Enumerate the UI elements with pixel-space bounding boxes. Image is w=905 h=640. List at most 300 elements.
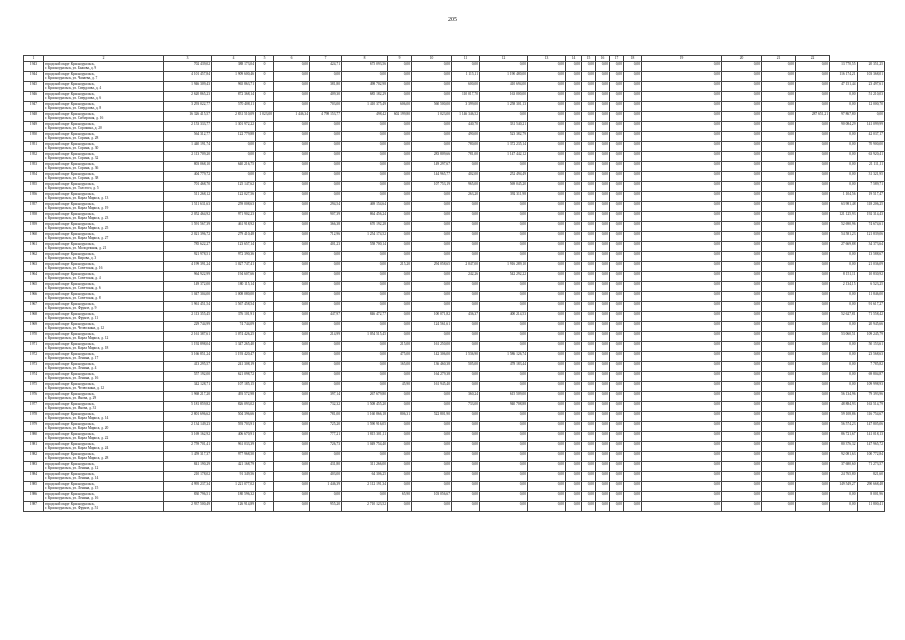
value-cell: 0,00 xyxy=(596,112,610,122)
value-cell: 542 292,22 xyxy=(480,272,528,282)
value-cell: 0,00 xyxy=(596,452,610,462)
value-cell: 0,00 xyxy=(388,472,412,482)
value-cell: 103 368,01 xyxy=(857,72,885,82)
value-cell: 279 410,48 xyxy=(212,232,256,242)
value-cell: 0,00 xyxy=(342,352,388,362)
address-cell xyxy=(44,152,164,162)
value-cell: 0,00 xyxy=(610,312,624,322)
value-cell: 0,00 xyxy=(274,172,310,182)
value-cell: 403,00 xyxy=(310,472,342,482)
column-number-header: 4 xyxy=(212,56,256,62)
value-cell: 0,00 xyxy=(388,312,412,322)
column-number-header: 11 xyxy=(452,56,480,62)
value-cell: 0,00 xyxy=(412,402,452,412)
value-cell: 0,00 xyxy=(582,352,596,362)
address-line-municipality: городской округ Красноуральск, xyxy=(45,422,95,426)
row-number: 1976 xyxy=(24,392,44,402)
value-cell: 0,00 xyxy=(452,472,480,482)
address-cell xyxy=(44,312,164,322)
value-cell: 0,00 xyxy=(830,92,858,102)
address-line-street: г. Красноуральск, ул. Сорина, д. 28 xyxy=(45,136,99,141)
value-cell: 0,00 xyxy=(274,392,310,402)
value-cell: 0,00 xyxy=(830,102,858,112)
column-number-header: 1 xyxy=(24,56,44,62)
table-row xyxy=(24,102,885,112)
row-number: 1949 xyxy=(24,122,44,132)
row-number: 1957 xyxy=(24,202,44,212)
value-cell: 0,00 xyxy=(528,132,566,142)
value-cell: 0,00 xyxy=(388,452,412,462)
address-line-street: г. Красноуральск, ул. Сорокина, д. 20 xyxy=(45,126,102,131)
column-number-header: 2 xyxy=(44,56,164,62)
value-cell: 685 182,29 xyxy=(342,92,388,102)
value-cell: 0,00 xyxy=(566,472,582,482)
value-cell: 0,00 xyxy=(274,222,310,232)
value-cell: 259 008,63 xyxy=(212,202,256,212)
value-cell: 0,00 xyxy=(566,412,582,422)
value-cell: 0,00 xyxy=(796,242,830,252)
table-row xyxy=(24,252,885,262)
value-cell: 0,00 xyxy=(796,372,830,382)
row-number: 1955 xyxy=(24,182,44,192)
value-cell: 0,00 xyxy=(610,472,624,482)
address-line-street: г. Красноуральск, ул. Советская, д. 6 xyxy=(45,286,101,291)
value-cell: 0,00 xyxy=(412,252,452,262)
value-cell: 0,00 xyxy=(342,452,388,462)
value-cell: 0,00 xyxy=(624,132,642,142)
value-cell: 0,00 xyxy=(342,272,388,282)
value-cell: 0,00 xyxy=(624,232,642,242)
table-row xyxy=(24,492,885,502)
value-cell: 2 153 333,77 xyxy=(164,122,212,132)
value-cell: 469 154,64 xyxy=(342,202,388,212)
value-cell: 864 456,24 xyxy=(342,212,388,222)
value-cell: 0,00 xyxy=(610,482,624,492)
value-cell: 34 373,64 xyxy=(857,242,885,252)
table-row xyxy=(24,282,885,292)
value-cell: 0,00 xyxy=(642,262,722,272)
value-cell: 0,00 xyxy=(566,322,582,332)
table-row xyxy=(24,402,885,412)
value-cell: 0,00 xyxy=(582,412,596,422)
value-cell: 0,00 xyxy=(762,362,796,372)
row-number: 1961 xyxy=(24,242,44,252)
value-cell: 0,00 xyxy=(274,452,310,462)
value-cell: 0,00 xyxy=(452,412,480,422)
value-cell: 0,00 xyxy=(596,462,610,472)
value-cell: 498,42 xyxy=(342,112,388,122)
table-row xyxy=(24,192,885,202)
value-cell: 0,00 xyxy=(610,432,624,442)
value-cell: 1 160 866,18 xyxy=(342,412,388,422)
value-cell: 0,00 xyxy=(857,112,885,122)
address-cell xyxy=(44,352,164,362)
value-cell: 0,00 xyxy=(596,382,610,392)
value-cell: 872 368,14 xyxy=(212,92,256,102)
value-cell: 0 xyxy=(256,182,274,192)
value-cell: 144 965,77 xyxy=(412,172,452,182)
value-cell: 147 805,06 xyxy=(857,422,885,432)
value-cell: 0,00 xyxy=(528,462,566,472)
address-line-municipality: городской округ Красноуральск, xyxy=(45,382,95,386)
address-line-municipality: городской округ Красноуральск, xyxy=(45,152,95,156)
value-cell: 0,00 xyxy=(762,152,796,162)
value-cell: 785 622,27 xyxy=(164,242,212,252)
value-cell: 0,00 xyxy=(762,442,796,452)
value-cell: 0,00 xyxy=(566,382,582,392)
address-line-municipality: городской округ Красноуральск, xyxy=(45,452,95,456)
value-cell: 3 293 022,77 xyxy=(164,102,212,112)
address-line-street: г. Красноуральск, ул. Советская, д. 4 xyxy=(45,276,101,281)
value-cell: 0,00 xyxy=(624,392,642,402)
value-cell: 109 998,93 xyxy=(857,382,885,392)
value-cell: 0,00 xyxy=(528,392,566,402)
value-cell: 0,00 xyxy=(274,152,310,162)
value-cell: 0,00 xyxy=(796,302,830,312)
value-cell: 0,00 xyxy=(528,382,566,392)
value-cell: 511 268,12 xyxy=(164,192,212,202)
row-number: 1947 xyxy=(24,102,44,112)
value-cell: 0,00 xyxy=(642,472,722,482)
address-line-street: г. Красноуральск, ул. Янова, д. 29 xyxy=(45,396,97,401)
value-cell: 0,00 xyxy=(582,72,596,82)
value-cell: 0,00 xyxy=(596,502,610,512)
value-cell: 0 xyxy=(256,202,274,212)
value-cell: 1 909 600,46 xyxy=(212,72,256,82)
value-cell: 0,00 xyxy=(596,272,610,282)
value-cell: 3 166 851,24 xyxy=(164,352,212,362)
row-number: 1958 xyxy=(24,212,44,222)
value-cell: 0,00 xyxy=(830,142,858,152)
value-cell: 0,00 xyxy=(642,462,722,472)
value-cell: 0 xyxy=(256,272,274,282)
value-cell: 0,00 xyxy=(830,502,858,512)
value-cell: 0,00 xyxy=(762,242,796,252)
value-cell: 0,00 xyxy=(582,502,596,512)
value-cell: 23 568,63 xyxy=(857,352,885,362)
value-cell: 0,00 xyxy=(624,422,642,432)
value-cell: 392 311,98 xyxy=(480,192,528,202)
address-line-street: г. Красноуральск, ул. Советская, д. 16 xyxy=(45,266,103,271)
address-line-street: г. Красноуральск, ул. Сорина, д. 38 xyxy=(45,176,99,181)
value-cell: 0,00 xyxy=(642,192,722,202)
value-cell: 413 295,57 xyxy=(164,362,212,372)
value-cell: 92 081,63 xyxy=(830,452,858,462)
value-cell: 0,00 xyxy=(480,432,528,442)
value-cell: 0,00 xyxy=(388,192,412,202)
value-cell: 8 001,96 xyxy=(857,492,885,502)
value-cell: 0,00 xyxy=(596,392,610,402)
value-cell: 0,00 xyxy=(830,372,858,382)
value-cell: 0,00 xyxy=(796,142,830,152)
value-cell: 0,00 xyxy=(582,382,596,392)
value-cell: 0,00 xyxy=(596,312,610,322)
value-cell: 0,00 xyxy=(582,162,596,172)
value-cell: 0,00 xyxy=(624,322,642,332)
value-cell: 0,00 xyxy=(796,482,830,492)
value-cell: 1 074 426,25 xyxy=(212,332,256,342)
value-cell: 0,00 xyxy=(796,292,830,302)
value-cell: 0,00 xyxy=(480,482,528,492)
value-cell: 0,00 xyxy=(528,122,566,132)
value-cell: 0,00 xyxy=(342,142,388,152)
value-cell: 0,00 xyxy=(596,352,610,362)
value-cell: 0,00 xyxy=(762,432,796,442)
value-cell: 0 xyxy=(256,452,274,462)
value-cell: 0,00 xyxy=(480,252,528,262)
address-cell xyxy=(44,92,164,102)
value-cell: 0,00 xyxy=(528,72,566,82)
table-row xyxy=(24,372,885,382)
row-number: 1953 xyxy=(24,162,44,172)
row-number: 1960 xyxy=(24,232,44,242)
value-cell: 0,00 xyxy=(582,252,596,262)
value-cell: 0,00 xyxy=(796,92,830,102)
value-cell: 0,00 xyxy=(642,292,722,302)
address-line-municipality: городской округ Красноуральск, xyxy=(45,462,95,466)
value-cell: 163 000,00 xyxy=(480,92,528,102)
value-cell: 381,80 xyxy=(310,82,342,92)
value-cell: 0,00 xyxy=(582,122,596,132)
value-cell: 0,00 xyxy=(796,102,830,112)
value-cell: 0,00 xyxy=(596,262,610,272)
address-cell xyxy=(44,282,164,292)
value-cell: 0,00 xyxy=(412,422,452,432)
value-cell: 431,80 xyxy=(310,462,342,472)
value-cell: 8 151,11 xyxy=(830,272,858,282)
value-cell: 0,00 xyxy=(388,182,412,192)
value-cell: 0,00 xyxy=(722,172,762,182)
table-row xyxy=(24,422,885,432)
value-cell: 0,00 xyxy=(342,302,388,312)
value-cell: 0,00 xyxy=(566,312,582,322)
value-cell: 0,00 xyxy=(610,322,624,332)
address-cell xyxy=(44,112,164,122)
value-cell: 0,00 xyxy=(412,212,452,222)
value-cell: 376 101,91 xyxy=(212,312,256,322)
value-cell: 0,00 xyxy=(342,292,388,302)
value-cell: 0 xyxy=(256,242,274,252)
address-cell xyxy=(44,62,164,72)
address-line-street: г. Красноуральск, ул. Карла Маркса, д. 12 xyxy=(45,336,109,341)
value-cell: 0,00 xyxy=(388,172,412,182)
value-cell: 0,00 xyxy=(624,362,642,372)
value-cell: 712,96 xyxy=(310,232,342,242)
value-cell: 0,00 xyxy=(566,272,582,282)
value-cell: 0,00 xyxy=(796,352,830,362)
value-cell: 907,39 xyxy=(310,212,342,222)
value-cell: 192 314,43 xyxy=(857,212,885,222)
value-cell: 0,00 xyxy=(762,172,796,182)
address-line-municipality: городской округ Красноуральск, xyxy=(45,402,95,406)
value-cell: 965 863,71 xyxy=(212,82,256,92)
value-cell: 0,00 xyxy=(480,62,528,72)
value-cell: 0,00 xyxy=(596,422,610,432)
value-cell: 964 922,99 xyxy=(164,272,212,282)
value-cell: 0,00 xyxy=(722,342,762,352)
value-cell: 0,00 xyxy=(642,232,722,242)
value-cell: 51 210,03 xyxy=(857,92,885,102)
value-cell: 0,00 xyxy=(762,352,796,362)
address-line-municipality: городской округ Красноуральск, xyxy=(45,362,95,366)
value-cell: 0,00 xyxy=(610,282,624,292)
value-cell: 0,00 xyxy=(796,472,830,482)
value-cell: 0,00 xyxy=(582,202,596,212)
value-cell: 0,00 xyxy=(480,112,528,122)
value-cell: 63 981,48 xyxy=(830,202,858,212)
value-cell: 0,00 xyxy=(452,462,480,472)
address-cell xyxy=(44,182,164,192)
value-cell: 2 112 191,34 xyxy=(342,482,388,492)
value-cell: 0,00 xyxy=(310,192,342,202)
value-cell: 0,00 xyxy=(610,182,624,192)
value-cell: 0,00 xyxy=(796,232,830,242)
value-cell: 1 372 235,14 xyxy=(480,142,528,152)
value-cell: 0,00 xyxy=(624,102,642,112)
value-cell: 0,00 xyxy=(566,292,582,302)
value-cell: 0,00 xyxy=(596,92,610,102)
column-number-header: 22 xyxy=(796,56,830,62)
value-cell: 0,00 xyxy=(310,342,342,352)
value-cell: 0,00 xyxy=(722,122,762,132)
address-line-street: г. Красноуральск, ул. Карла Маркса, д. 20 xyxy=(45,426,109,431)
value-cell: 0,00 xyxy=(722,252,762,262)
value-cell: 0,00 xyxy=(762,232,796,242)
value-cell: 0,00 xyxy=(566,282,582,292)
value-cell: 0,00 xyxy=(274,162,310,172)
value-cell: 0,00 xyxy=(528,212,566,222)
value-cell: 0,00 xyxy=(582,62,596,72)
value-cell: 4 995 237,34 xyxy=(164,482,212,492)
value-cell: 0 xyxy=(256,152,274,162)
value-cell: 0,00 xyxy=(722,182,762,192)
value-cell: 0,00 xyxy=(624,182,642,192)
value-cell: 0,00 xyxy=(582,232,596,242)
value-cell: 11 800,41 xyxy=(857,502,885,512)
value-cell: 0,00 xyxy=(566,492,582,502)
address-cell xyxy=(44,142,164,152)
value-cell: 0,00 xyxy=(528,342,566,352)
value-cell: 0,00 xyxy=(582,92,596,102)
value-cell: 410 694,00 xyxy=(480,82,528,92)
value-cell: 180 115,14 xyxy=(212,282,256,292)
value-cell: 0,00 xyxy=(212,172,256,182)
address-line-municipality: городской округ Красноуральск, xyxy=(45,212,95,216)
address-line-municipality: городской округ Красноуральск, xyxy=(45,252,95,256)
value-cell: 0,00 xyxy=(596,232,610,242)
row-number: 1968 xyxy=(24,312,44,322)
address-line-municipality: городской округ Красноуральск, xyxy=(45,112,95,116)
value-cell: 79 393,96 xyxy=(857,392,885,402)
value-cell: 830 796,51 xyxy=(164,492,212,502)
value-cell: 1 146 346,52 xyxy=(452,112,480,122)
value-cell: 461 918,92 xyxy=(212,222,256,232)
value-cell: 826 093,02 xyxy=(212,402,256,412)
value-cell: 0,00 xyxy=(722,372,762,382)
value-cell: 0,00 xyxy=(412,292,452,302)
value-cell: 0,00 xyxy=(274,462,310,472)
value-cell: 0,00 xyxy=(566,342,582,352)
value-cell: 0,00 xyxy=(610,352,624,362)
row-number: 1978 xyxy=(24,412,44,422)
value-cell: 0,00 xyxy=(412,82,452,92)
value-cell: 0,00 xyxy=(528,322,566,332)
value-cell: 397,14 xyxy=(310,392,342,402)
value-cell: 0,00 xyxy=(388,122,412,132)
value-cell: 0,00 xyxy=(624,192,642,202)
address-line-street: г. Красноуральск, ул. Ленина, д. 16 xyxy=(45,496,99,501)
value-cell: 0,00 xyxy=(624,312,642,322)
value-cell: 1 347 265,40 xyxy=(212,342,256,352)
value-cell: 2 759 701,41 xyxy=(164,442,212,452)
value-cell: 0 xyxy=(256,92,274,102)
value-cell: 0,00 xyxy=(762,412,796,422)
value-cell: 0,00 xyxy=(388,232,412,242)
value-cell: 0,00 xyxy=(388,442,412,452)
value-cell: 0,00 xyxy=(624,82,642,92)
address-cell xyxy=(44,422,164,432)
value-cell: 0,00 xyxy=(596,122,610,132)
value-cell: 0,00 xyxy=(796,402,830,412)
value-cell: 45,90 xyxy=(388,382,412,392)
value-cell: 0,00 xyxy=(310,492,342,502)
value-cell: 366,38 xyxy=(310,222,342,232)
value-cell: 0,00 xyxy=(388,222,412,232)
value-cell: 125 147,62 xyxy=(212,182,256,192)
value-cell: 0,00 xyxy=(528,422,566,432)
table-row xyxy=(24,412,885,422)
value-cell: 0,00 xyxy=(642,392,722,402)
value-cell: 0,00 xyxy=(310,322,342,332)
value-cell: 0,00 xyxy=(274,472,310,482)
value-cell: 180 596,32 xyxy=(212,492,256,502)
value-cell: 570 408,11 xyxy=(212,102,256,112)
value-cell: 0,00 xyxy=(528,242,566,252)
value-cell: 0,00 xyxy=(412,142,452,152)
value-cell: 0,00 xyxy=(274,412,310,422)
value-cell: 806,31 xyxy=(388,412,412,422)
value-cell: 0,00 xyxy=(624,432,642,442)
value-cell: 0,00 xyxy=(642,342,722,352)
value-cell: 0,00 xyxy=(452,482,480,492)
value-cell: 0,00 xyxy=(566,402,582,412)
value-cell: 0,00 xyxy=(610,372,624,382)
address-cell xyxy=(44,202,164,212)
value-cell: 165,00 xyxy=(388,362,412,372)
value-cell: 0,00 xyxy=(566,172,582,182)
value-cell: 0,00 xyxy=(722,422,762,432)
value-cell: 0,00 xyxy=(610,132,624,142)
value-cell: 0,00 xyxy=(642,152,722,162)
value-cell: 0,00 xyxy=(642,122,722,132)
value-cell: 0,00 xyxy=(596,222,610,232)
value-cell: 0,00 xyxy=(310,382,342,392)
value-cell: 0,00 xyxy=(528,352,566,362)
value-cell: 0,00 xyxy=(388,502,412,512)
value-cell: 0,00 xyxy=(610,342,624,352)
value-cell: 0,00 xyxy=(310,132,342,142)
value-cell: 400 214,53 xyxy=(480,312,528,322)
value-cell: 3 399,00 xyxy=(452,102,480,112)
value-cell: 0,00 xyxy=(624,282,642,292)
value-cell: 0,00 xyxy=(642,252,722,262)
address-cell xyxy=(44,362,164,372)
value-cell: 0,00 xyxy=(722,402,762,412)
value-cell: 615 509,00 xyxy=(480,392,528,402)
value-cell: 0,00 xyxy=(642,372,722,382)
value-cell: 424,71 xyxy=(310,62,342,72)
value-cell: 37 680,60 xyxy=(830,462,858,472)
